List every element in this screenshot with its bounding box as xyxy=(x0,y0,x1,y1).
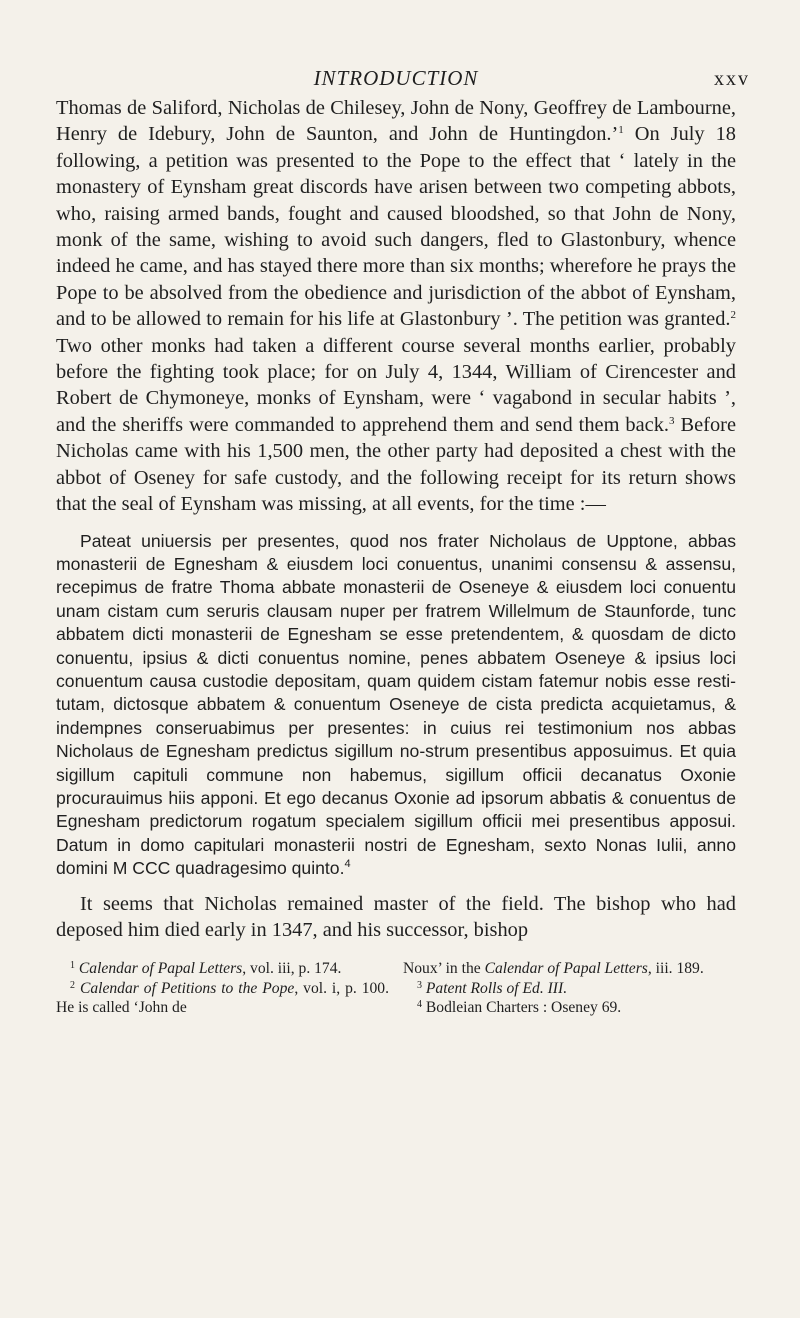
footnote-ref: 1 xyxy=(70,960,75,972)
footnote-1 xyxy=(56,959,389,978)
footnotes xyxy=(56,959,736,1017)
page xyxy=(56,0,750,1018)
page-number: xxv xyxy=(714,68,750,90)
paragraph-2: It seems that Nicholas remained master of the field. The bishop who had deposed him died early in 1347, and his successor, bishop xyxy=(56,892,736,941)
latin-receipt-quote xyxy=(56,530,736,881)
footnote-ref: 1 xyxy=(618,124,624,137)
paragraph-1 xyxy=(56,95,736,518)
text-run: Two other monks had taken a different course several months earlier, probably before the fighting took place; for on July 4, 1344, William of Cirencester and Robert de Chymoneye, monks of Eynsham, were ‘ vagabond in secular habits ’, and the sheriffs were commanded to apprehend them and send them back. xyxy=(56,334,736,436)
footnote-2-continued xyxy=(403,959,736,978)
text-run: Pateat uniuersis per presentes, quod nos frater Nicholaus de Upptone, abbas monasterii de Egnesham & eiusdem loci conuentus, unanimi consensu & assensu, recepimus de fratre Thoma abbate monasterii de Oseneye & eiusdem loci conuentu unam cistam cum seruris clausam nuper per fratrem Willelmum de Staunforde, tunc abbatem dicti monasterii de Egnesham se esse pretendentem, & quosdam de dicto conuentu, ipsius & dicti conuentus nomine, penes abbatem Oseneye & ipsius loci conuentum causa custodie depositam, quam quidem cistam fatemur nobis esse resti-tutam, dictosque abbatem & conuentum Oseneye de cista predicta acquietamus, & indempnes conseruabimus per presentes: in cuius rei testimonium nos abbas Nicholaus de Egnesham predictus sigillum no-strum presentibus apposuimus. Et quia sigillum capituli commune non habemus, sigillum officii decanatus Oxonie procurauimus hiis apponi. Et ego decanus Oxonie ad ipsorum abbatis & conuentus de Egnesham predictorum rogatum specialem sigillum officii mei presentibus apposui. Datum in domo capitulari monasterii nostri de Egnesham, sexto Nonas Iulii, anno domini M CCC quadragesimo quinto. xyxy=(56,530,736,879)
title-italic: Calendar of Petitions to the Pope xyxy=(79,979,295,997)
title-italic: Patent Rolls of Ed. III. xyxy=(425,979,568,997)
text-run: Thomas de Saliford, Nicholas de Chilesey, John de Nony, Geoffrey de Lambourne, Henry de Idebury, John de Saunton, and John de Huntingdon.’ xyxy=(56,97,736,146)
footnotes-left-column xyxy=(56,959,389,1017)
running-head: INTRODUCTION xyxy=(313,66,479,90)
footnote-3 xyxy=(403,979,736,998)
footnote-ref: 3 xyxy=(417,979,422,991)
footnotes-right-column xyxy=(403,959,736,1017)
text-run: On July 18 following, a petition was presented to the Pope to the effect that ‘ lately in the monastery of Eynsham great discords have arisen between two competing abbots, who, raising armed bands, fought and caused bloodshed, so that John de Nony, monk of the same, wishing to avoid such dangers, fled to Glastonbury, whence indeed he came, and has stayed there more than six months; wherefore he prays the Pope to be absolved from the obedience and jurisdiction of the abbot of Eynsham, and to be allowed to remain for his life at Glastonbury ’. The petition was granted. xyxy=(56,123,737,331)
footnote-ref: 3 xyxy=(669,414,675,427)
text-run: , vol. i, p. 100. He is called ‘John de xyxy=(56,979,389,1017)
text-run: , iii. 189. xyxy=(647,960,704,978)
title-italic: Calendar of Papal Letters xyxy=(78,960,243,978)
text-run: Noux’ in the xyxy=(403,960,485,978)
text-run: , vol. iii, p. 174. xyxy=(242,960,342,978)
footnote-ref: 4 xyxy=(344,858,351,871)
footnote-ref: 2 xyxy=(70,979,75,991)
title-italic: Calendar of Papal Letters xyxy=(484,960,648,978)
footnote-ref: 2 xyxy=(730,309,736,322)
text-run: Before Nicholas came with his 1,500 men, the other party had deposited a chest with the abbot of Oseney for safe custody, and the following receipt for its return shows that the seal of Eynsham was missing, at all events, for the time :— xyxy=(56,413,736,516)
footnote-4 xyxy=(403,998,736,1017)
text-run: Bodleian Charters : Oseney 69. xyxy=(422,999,622,1017)
footnote-2 xyxy=(56,979,389,1018)
page-header xyxy=(56,0,750,95)
footnote-ref: 4 xyxy=(417,999,422,1011)
